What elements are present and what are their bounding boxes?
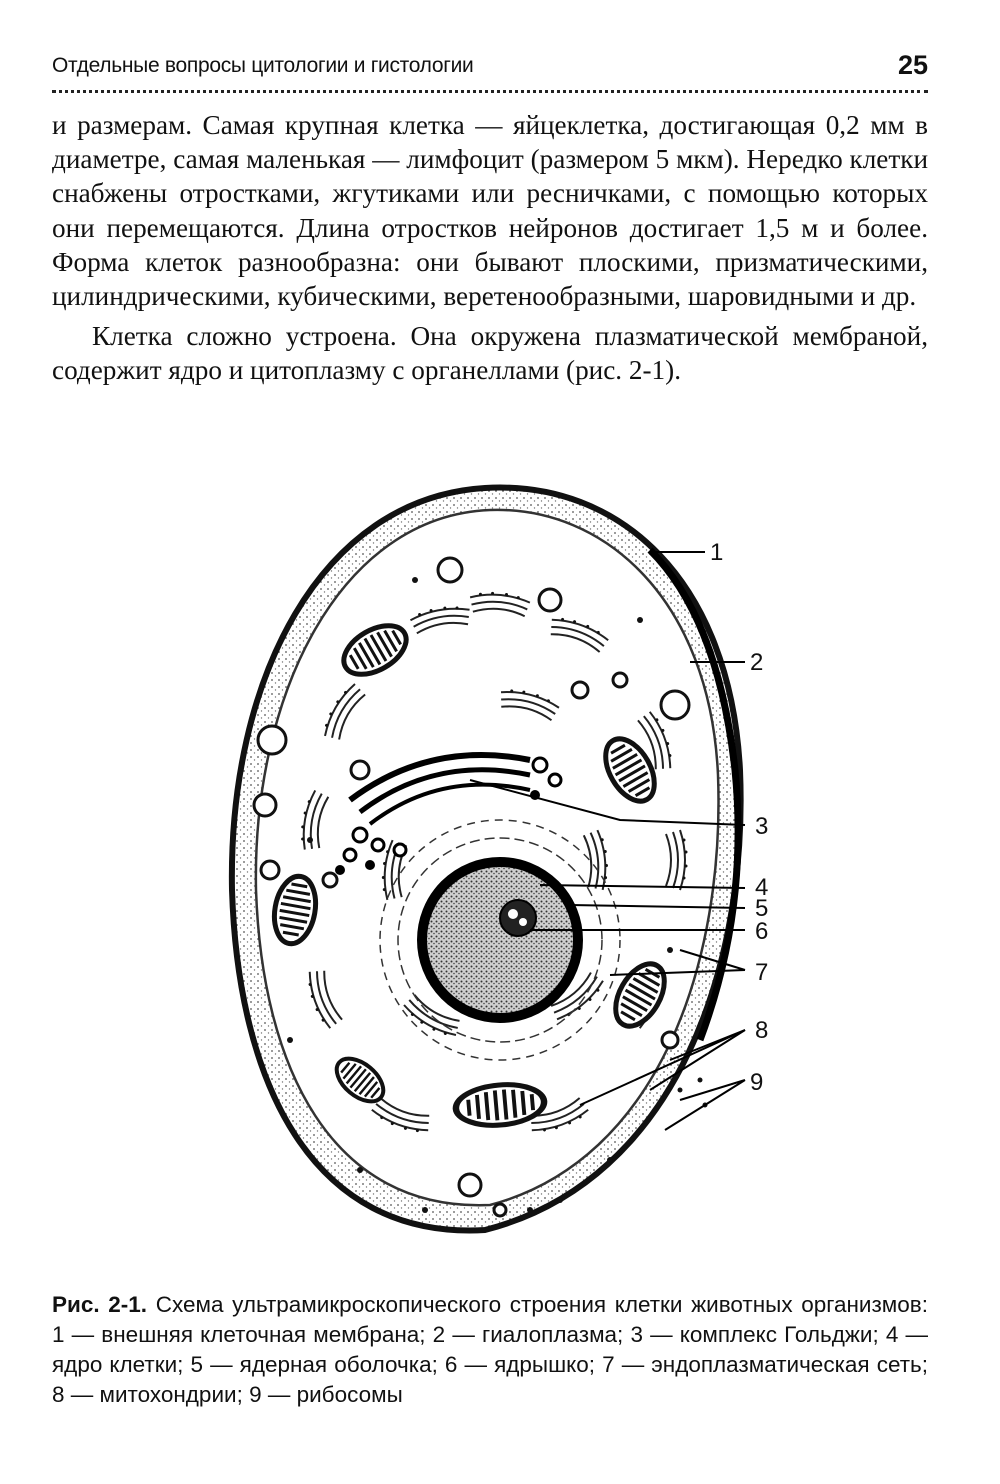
paragraph: и размерам. Самая крупная клетка — яйцеклетка, достигающая 0,2 мм в диаметре, самая маленькая — лимфоцит (размером 5 мкм). Нередко клетки снабжены отростками, жгутиками или ресничками, с помощью которых они перемещаются. Длина отростков нейронов достигает 1,5 м и более. Форма клеток разнообразна: они бывают плоскими, призматическими, цилиндрическими, кубическими, веретенообразными, шаровидными и др. <box>52 110 928 312</box>
body-text <box>52 108 928 388</box>
paragraph: Клетка сложно устроена. Она окружена плазматической мембраной, содержит ядро и цитоплазму с органеллами (рис. 2-1). <box>52 321 928 386</box>
label-4: 4 <box>755 874 769 901</box>
label-1: 1 <box>710 539 724 566</box>
figure-label: Рис. 2-1. <box>52 1292 148 1317</box>
figure-caption <box>52 1290 928 1410</box>
label-9: 9 <box>750 1069 764 1096</box>
header-rule <box>52 90 928 93</box>
page-header <box>52 50 928 90</box>
page-number: 25 <box>897 50 928 80</box>
label-6: 6 <box>755 918 769 945</box>
label-7: 7 <box>755 959 769 986</box>
label-2: 2 <box>750 649 764 676</box>
label-8: 8 <box>755 1017 769 1044</box>
label-5: 5 <box>755 895 769 922</box>
caption-text: Схема ультрамикроскопического строения клетки животных организмов: 1 — внешняя клеточная мембрана; 2 — гиалоплазма; 3 — комплекс Гольджи; 4 — ядро клетки; 5 — ядерная оболочка; 6 — ядрышко; 7 — эндоплазматическая сеть; 8 — митохондрии; 9 — рибосомы <box>52 1292 928 1407</box>
cell-diagram <box>200 440 800 1270</box>
label-3: 3 <box>755 813 769 840</box>
running-title: Отдельные вопросы цитологии и гистологии <box>52 54 474 77</box>
